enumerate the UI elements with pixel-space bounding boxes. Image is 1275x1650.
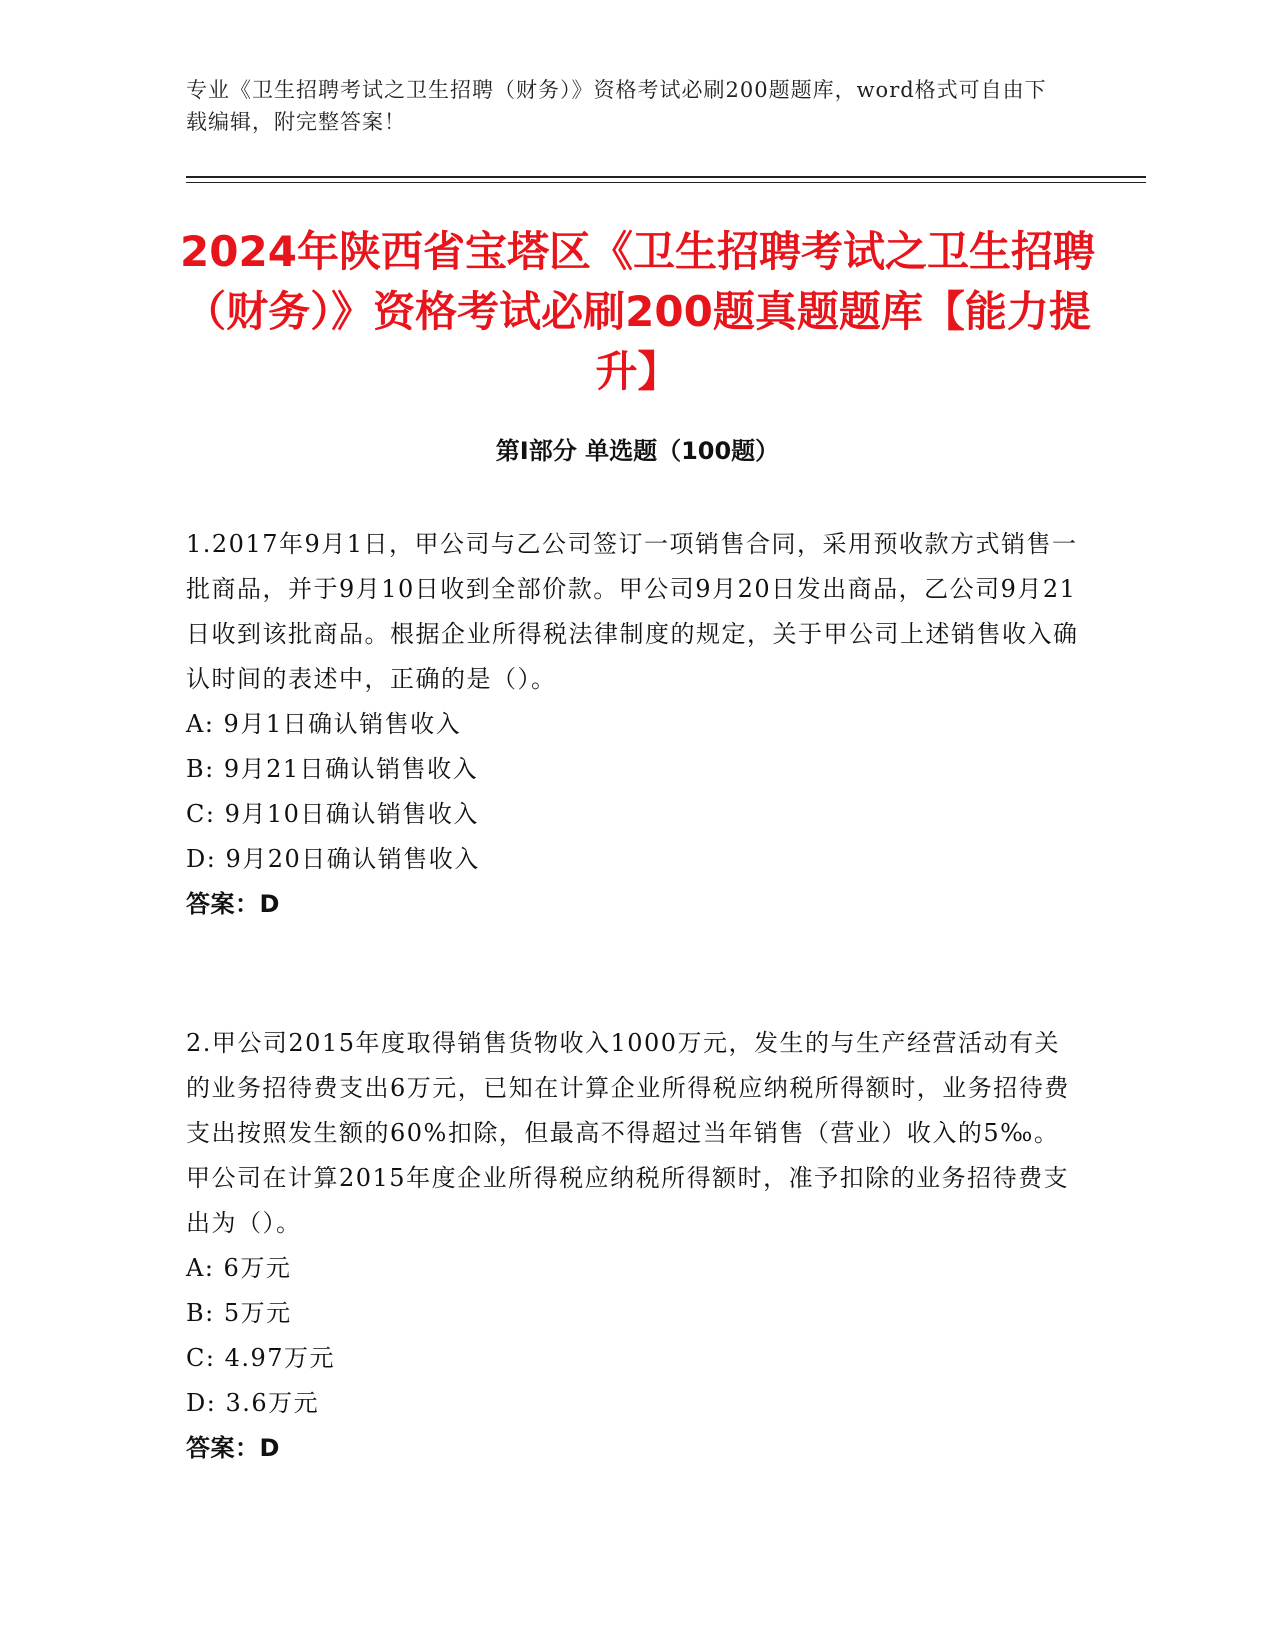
option-d: D: 3.6万元	[186, 1389, 320, 1417]
header-note: 专业《卫生招聘考试之卫生招聘（财务）》资格考试必刷200题题库，word格式可自由下载编辑，附完整答案！	[186, 78, 1047, 134]
option-d: D: 9月20日确认销售收入	[186, 845, 480, 873]
option-c: C: 9月10日确认销售收入	[186, 800, 479, 828]
question-2	[186, 1021, 1081, 1471]
header-rule-thin	[186, 182, 1146, 183]
document-title: 2024年陕西省宝塔区《卫生招聘考试之卫生招聘（财务）》资格考试必刷200题真题题库【能力提升】	[180, 227, 1095, 396]
question-stem: 1.2017年9月1日，甲公司与乙公司签订一项销售合同，采用预收款方式销售一批商品，并于9月10日收到全部价款。甲公司9月20日发出商品，乙公司9月21日收到该批商品。根据企业所得税法律制度的规定，关于甲公司上述销售收入确认时间的表述中，正确的是（）。	[186, 530, 1079, 693]
header-rule-thick	[186, 176, 1146, 178]
option-c: C: 4.97万元	[186, 1344, 336, 1372]
answer: 答案：D	[186, 1434, 280, 1462]
question-stem: 2.甲公司2015年度取得销售货物收入1000万元，发生的与生产经营活动有关的业务招待费支出6万元，已知在计算企业所得税应纳税所得额时，业务招待费支出按照发生额的60%扣除，但最高不得超过当年销售（营业）收入的5‰。甲公司在计算2015年度企业所得税应纳税所得额时，准予扣除的业务招待费支出为（）。	[186, 1029, 1070, 1237]
option-b: B: 5万元	[186, 1299, 292, 1327]
option-b: B: 9月21日确认销售收入	[186, 755, 479, 783]
section-title: 第I部分 单选题（100题）	[495, 437, 780, 465]
option-a: A: 6万元	[186, 1254, 292, 1282]
answer: 答案：D	[186, 890, 280, 918]
question-1	[186, 522, 1081, 927]
option-a: A: 9月1日确认销售收入	[186, 710, 462, 738]
